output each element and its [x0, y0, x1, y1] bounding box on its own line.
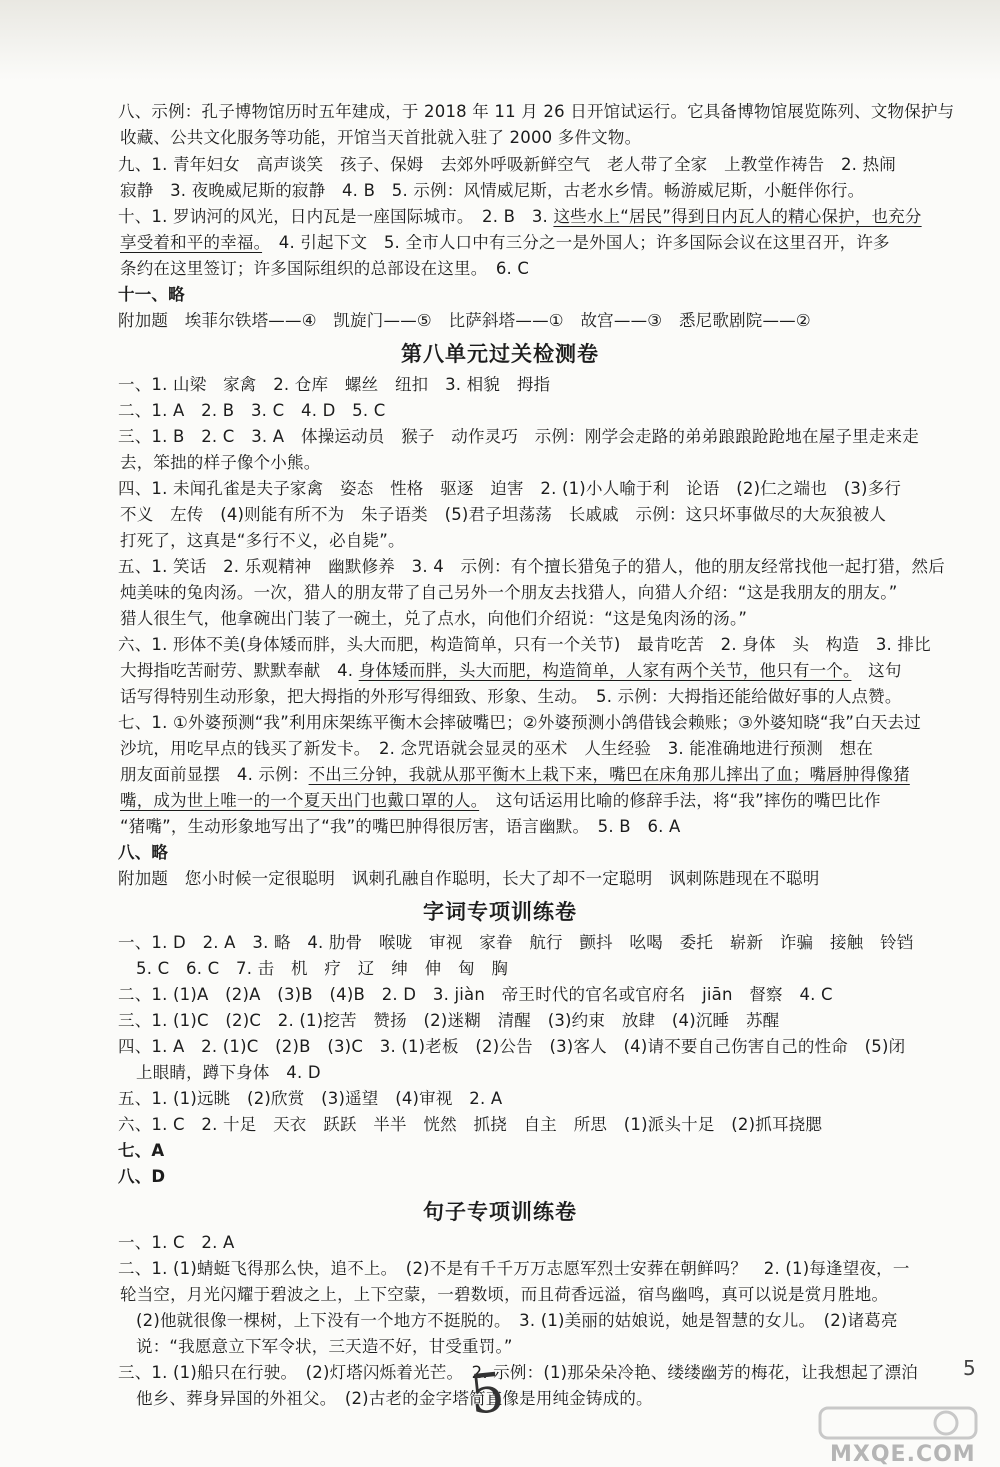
line: 三、1. (1)C (2)C 2. (1)挖苦 赞扬 (2)迷糊 清醒 (3)约束 放肆 (4)沉睡 苏醒: [118, 1011, 780, 1030]
line: 二、1. (1)蜻蜓飞得那么快，追不上。 (2)不是有千千万万志愿军烈士安葬在朝鲜吗？ 2. (1)每逢望夜，一: [118, 1259, 910, 1278]
line: 二、1. A 2. B 3. C 4. D 5. C: [118, 401, 386, 420]
line: 不义 左传 (4)则能有所不为 朱子语类 (5)君子坦荡荡 长戚戚 示例：这只坏事做尽的大灰狼被人: [120, 505, 887, 524]
line: “猪嘴”，生动形象地写出了“我”的嘴巴肿得很厉害，语言幽默。 5. B 6. A: [120, 817, 681, 836]
line: 他乡、葬身异国的外祖父。 (2)古老的金字塔简直像是用纯金铸成的。: [136, 1389, 653, 1408]
watermark-badge-icon: [816, 1404, 986, 1444]
line: 嘴，成为世上唯一的一个夏天出门也戴口罩的人。 这句话运用比喻的修辞手法，将“我”摔伤的嘴巴比作: [120, 791, 881, 810]
line: 大拇指吃苦耐劳、默默奉献 4. 身体矮而胖，头大而肥，构造简单，人家有两个关节，他只有一个。 这句: [120, 661, 902, 680]
line: 八、D: [118, 1167, 166, 1186]
line: 九、1. 青年妇女 高声谈笑 孩子、保姆 去郊外呼吸新鲜空气 老人带了全家 上教堂作祷告 2. 热闹: [118, 155, 896, 174]
line: 5. C 6. C 7. 击 机 疗 辽 绅 伸 匈 胸: [136, 959, 509, 978]
line: 朋友面前显摆 4. 示例：不出三分钟，我就从那平衡木上栽下来，嘴巴在床角那儿摔出了血；嘴唇肿得像猪: [120, 765, 910, 784]
line: 六、1. 形体不美(身体矮而胖，头大而肥，构造简单，只有一个关节) 最肯吃苦 2. 身体 头 构造 3. 排比: [118, 635, 931, 654]
page-number: 5: [963, 1356, 976, 1380]
line: 收藏、公共文化服务等功能，开馆当天首批就入驻了 2000 多件文物。: [120, 128, 642, 147]
line: 附加题 埃菲尔铁塔——④ 凯旋门——⑤ 比萨斜塔——① 故宫——③ 悉尼歌剧院——②: [118, 311, 811, 330]
line: 去，笨拙的样子像个小熊。: [120, 453, 321, 472]
line: 八、略: [118, 843, 169, 862]
line: 十、1. 罗讷河的风光，日内瓦是一座国际城市。 2. B 3. 这些水上“居民”得到日内瓦人的精心保护，也充分: [118, 207, 922, 226]
line: 七、A: [118, 1141, 165, 1160]
watermark-url: MXQE.COM: [830, 1442, 976, 1467]
line: 猎人很生气，他拿碗出门装了一碗土，兑了点水，向他们介绍说：“这是兔肉汤的汤。”: [120, 609, 748, 628]
section-title: 句子专项训练卷: [423, 1200, 577, 1224]
watermark-logo: [816, 1404, 986, 1467]
line: 轮当空，月光闪耀于碧波之上，上下空蒙，一碧数顷，而且荷香远溢，宿鸟幽鸣，真可以说是赏月胜地。: [120, 1285, 889, 1304]
section-title: 第八单元过关检测卷: [401, 342, 599, 366]
line: 十一、略: [118, 285, 185, 304]
line: 五、1. (1)远眺 (2)欣赏 (3)遥望 (4)审视 2. A: [118, 1089, 503, 1108]
line: 三、1. (1)船只在行驶。 (2)灯塔闪烁着光芒。 2. 示例：(1)那朵朵冷艳、缕缕幽芳的梅花，让我想起了漂泊: [118, 1363, 918, 1382]
scan-shadow: [0, 0, 1000, 80]
line: 条约在这里签订；许多国际组织的总部设在这里。 6. C: [120, 259, 530, 278]
line: 打死了，这真是“多行不义，必自毙”。: [120, 531, 405, 550]
line: 六、1. C 2. 十足 天衣 跃跃 半半 恍然 抓挠 自主 所思 (1)派头十足 (2)抓耳挠腮: [118, 1115, 823, 1134]
line: 一、1. 山梁 家禽 2. 仓库 螺丝 纽扣 3. 相貌 拇指: [118, 375, 551, 394]
line: 话写得特别生动形象，把大拇指的外形写得细致、形象、生动。 5. 示例：大拇指还能给做好事的人点赞。: [120, 687, 902, 706]
line: 三、1. B 2. C 3. A 体操运动员 猴子 动作灵巧 示例：刚学会走路的弟弟踉踉跄跄地在屋子里走来走: [118, 427, 919, 446]
line: 四、1. 未闻孔雀是夫子家禽 姿态 性格 驱逐 迫害 2. (1)小人喻于利 论语 (2)仁之端也 (3)多行: [118, 479, 902, 498]
line: 一、1. C 2. A: [118, 1233, 235, 1252]
line: 说：“我愿意立下军令状，三天造不好，甘受重罚。”: [136, 1337, 513, 1356]
section-title: 字词专项训练卷: [423, 900, 577, 924]
line: 享受着和平的幸福。 4. 引起下文 5. 全市人口中有三分之一是外国人；许多国际会议在这里召开，许多: [120, 233, 890, 252]
line: 二、1. (1)A (2)A (3)B (4)B 2. D 3. jiàn 帝王时代的官名或官府名 jiān 督察 4. C: [118, 985, 833, 1004]
line: 寂静 3. 夜晚威尼斯的寂静 4. B 5. 示例：风情威尼斯，古老水乡情。畅游威尼斯，小艇伴你行。: [120, 181, 865, 200]
line: 附加题 您小时候一定很聪明 讽刺孔融自作聪明，长大了却不一定聪明 讽刺陈韪现在不聪明: [118, 869, 820, 888]
line: 四、1. A 2. (1)C (2)B (3)C 3. (1)老板 (2)公告 (3)客人 (4)请不要自己伤害自己的性命 (5)闭: [118, 1037, 906, 1056]
line: 炖美味的兔肉汤。一次，猎人的朋友带了自己另外一个朋友去找猎人，向猎人介绍：“这是我朋友的朋友。”: [120, 583, 898, 602]
line: 沙坑，用吃早点的钱买了新发卡。 2. 念咒语就会显灵的巫术 人生经验 3. 能准确地进行预测 想在: [120, 739, 874, 758]
line: (2)他就很像一棵树，上下没有一个地方不挺脱的。 3. (1)美丽的姑娘说，她是智慧的女儿。 (2)诸葛亮: [136, 1311, 898, 1330]
line: 上眼睛，蹲下身体 4. D: [136, 1063, 321, 1082]
line: 七、1. ①外婆预测“我”利用床架练平衡木会摔破嘴巴；②外婆预测小鸽借钱会赖账；③外婆知晓“我”白天去过: [118, 713, 921, 732]
line: 八、示例：孔子博物馆历时五年建成，于 2018 年 11 月 26 日开馆试运行。它具备博物馆展览陈列、文物保护与: [118, 102, 955, 121]
handwritten-page-number: 5: [466, 1360, 508, 1427]
line: 五、1. 笑话 2. 乐观精神 幽默修养 3. 4 示例：有个擅长猎兔子的猎人，他的朋友经常找他一起打猎，然后: [118, 557, 945, 576]
line: 一、1. D 2. A 3. 略 4. 肋骨 喉咙 审视 家眷 航行 颤抖 吆喝 委托 崭新 诈骗 接触 铃铛: [118, 933, 914, 952]
